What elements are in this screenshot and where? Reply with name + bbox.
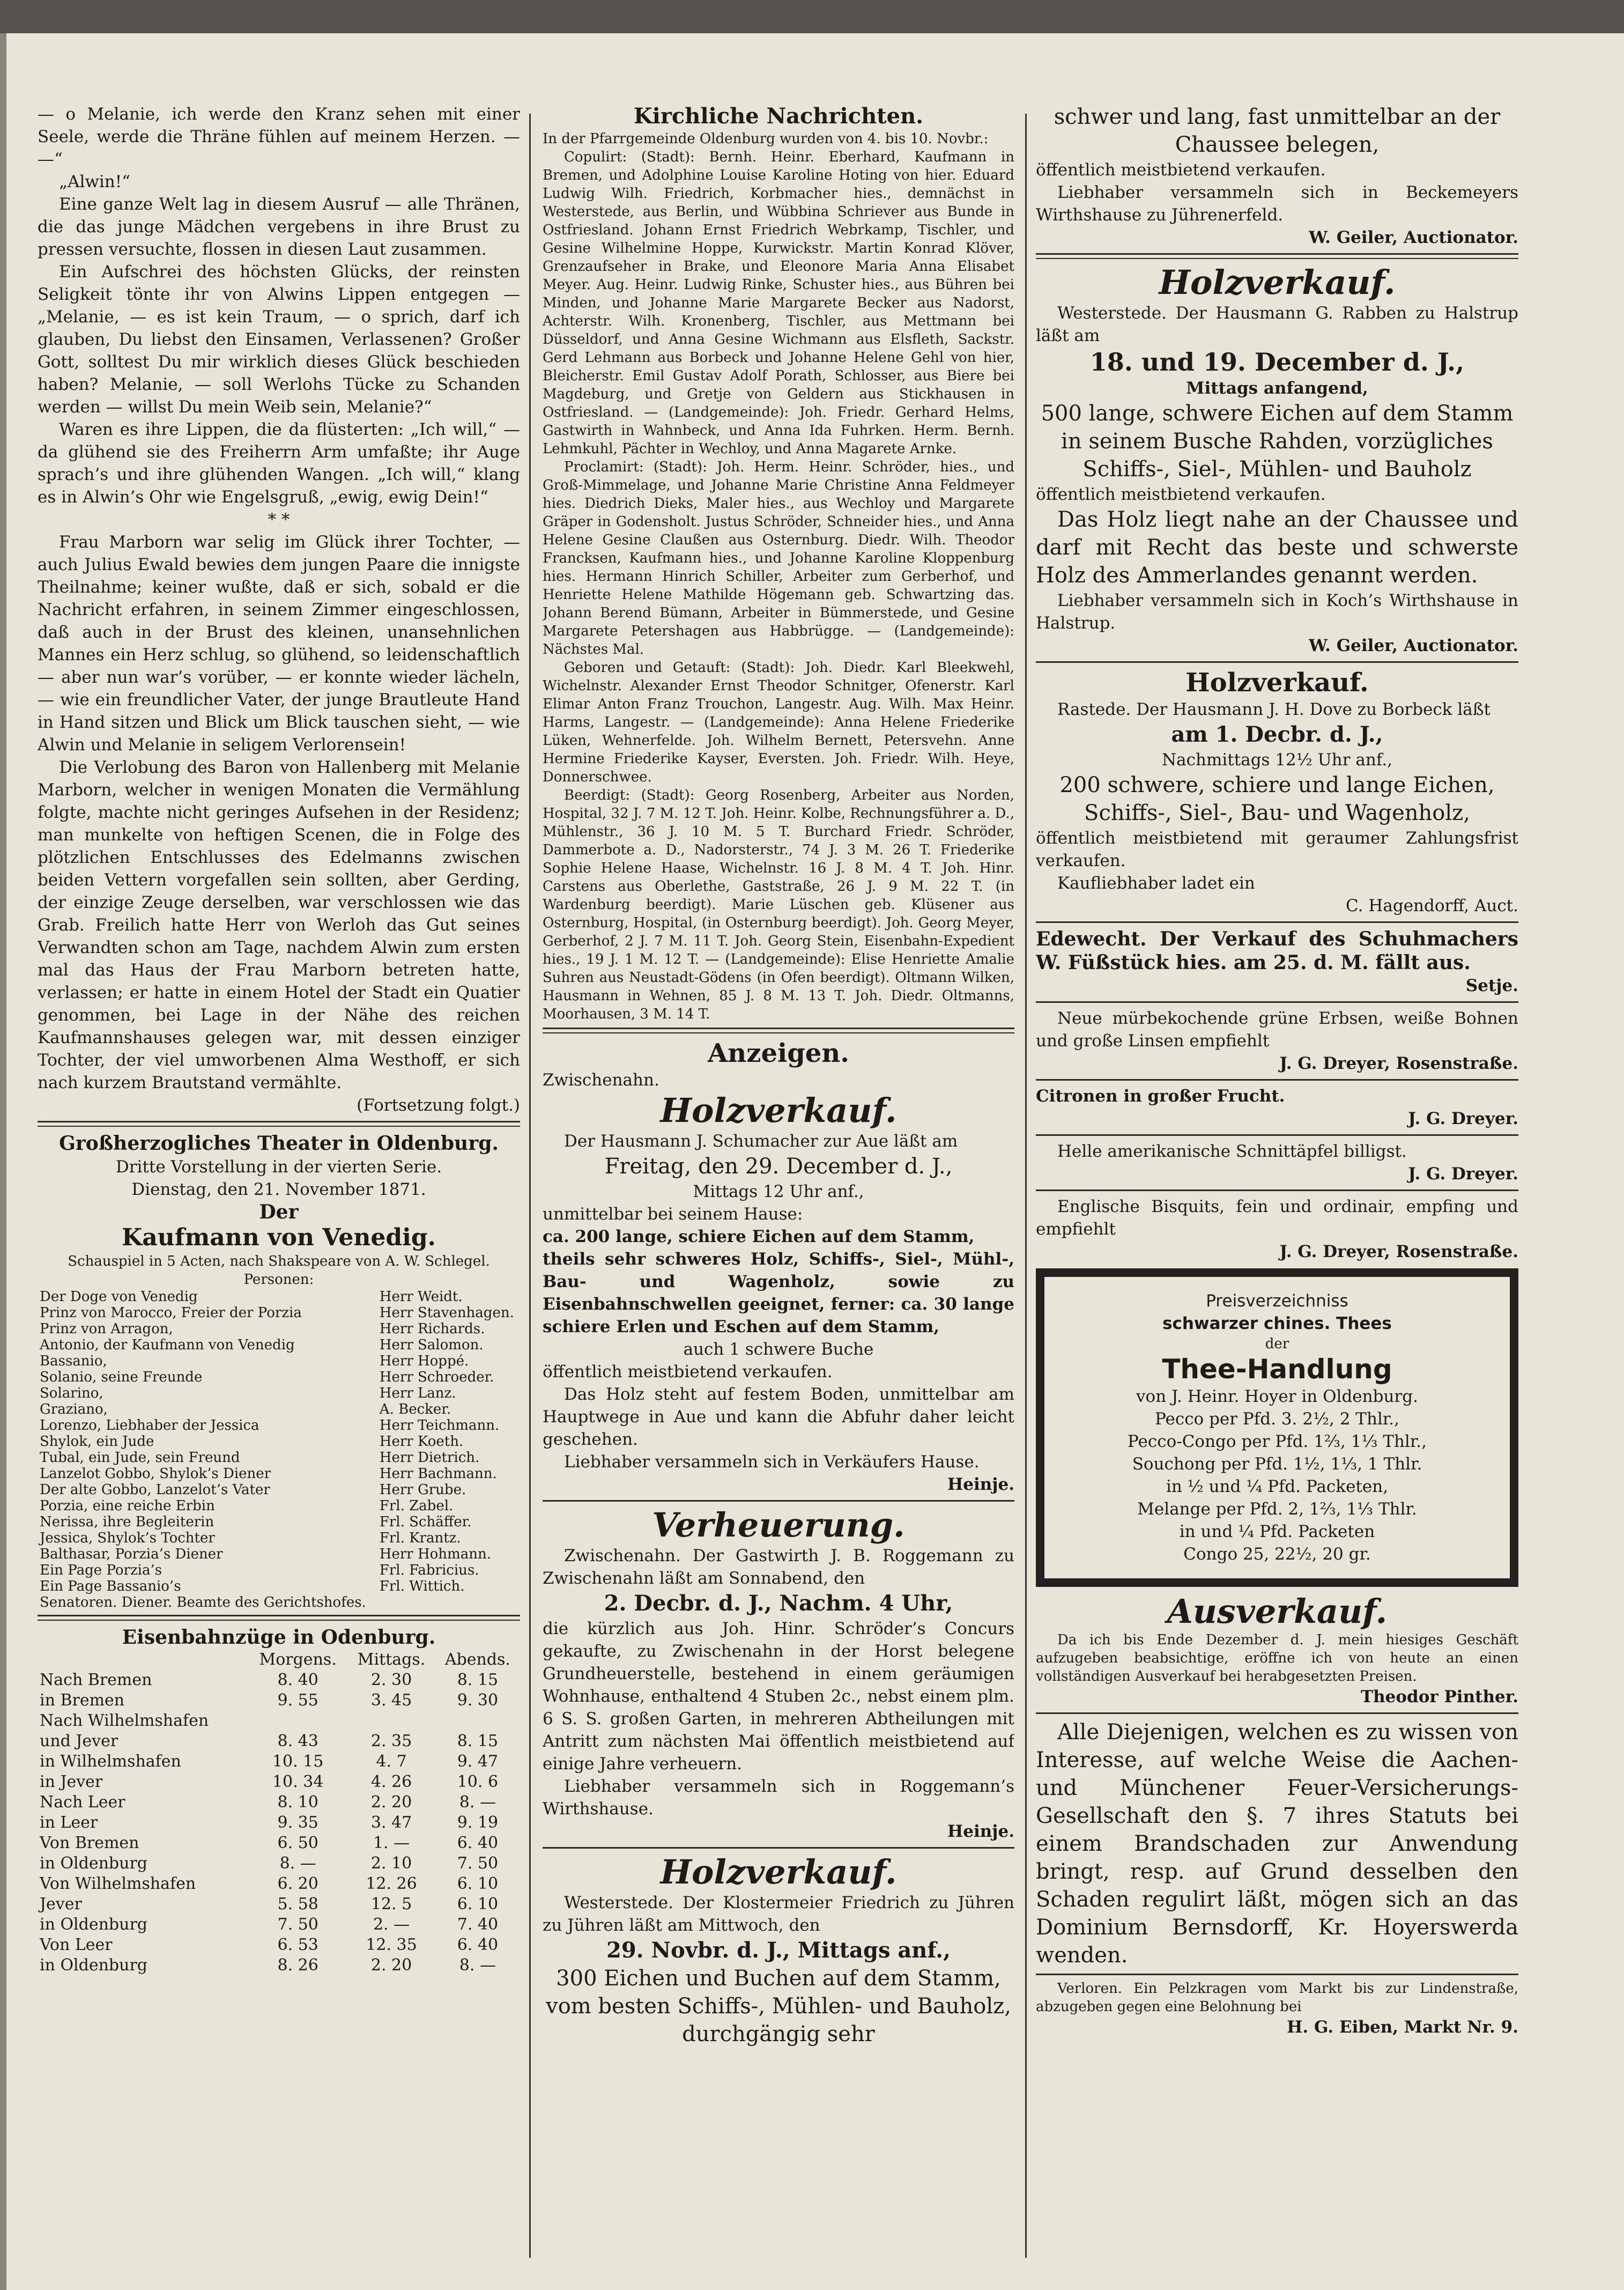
story-paragraph: Ein Aufschrei des höchsten Glücks, der reinsten Seligkeit tönte ihr von Alwins Lippen entgegen — „Melanie, — es ist kein Traum, — o sprich, darf ich glauben, Du liebst den Einsamen, Verlassenen? Großer Gott, solltest Du mir wirklich dieses Glück beschieden haben? Melanie, — soll Werlohs Tücke zu Schanden werden — willst Du mein Weib sein, Melanie?“ xyxy=(38,262,520,417)
train-time: 6. 10 xyxy=(457,1874,499,1893)
cast-role: Ein Page Porzia’s xyxy=(40,1562,162,1578)
divider xyxy=(1036,661,1518,663)
tea-price-line: in und ¼ Pfd. Packeten xyxy=(1179,1522,1375,1541)
tea-shop-name: Thee-Handlung xyxy=(1162,1354,1392,1385)
train-time: 12. 5 xyxy=(370,1895,412,1914)
column-rule xyxy=(529,114,531,2258)
church-paragraph: Copulirt: (Stadt): Bernh. Heinr. Eberhard, Kaufmann in Bremen, und Adolphine Louise Karoline Hoting von hier. Eduard Ludwig Wilh. Friedrich, Korbmacher hies., demnächst in Westerstede, aus Berlin, und Wübbina Schriever aus Bunde in Ostfriesland. Johann Ernst Friedrich Webrkamp, Tischler, und Gesine Wilhelmine Hoppe, Kurwickstr. Martin Konrad Klöver, Grenzaufseher in Brake, und Eleonore Maria Anna Elisabet Meyer. Aug. Heinr. Ludwig Rinke, Schuster hies., aus Bühren bei Minden, und Johanne Marie Margarete Becker aus Nadorst, Achterstr. Wilh. Kronenberg, Tischler, aus Mettmann bei Düsseldorf, und Anna Gesine Wichmann aus Elsfleth, Sackstr. Gerd Lehmann aus Borbeck und Johanne Helene Gehl von hier, Bleicherstr. Emil Gustav Adolf Porath, Schlosser, aus Biere bei Magdeburg, und Gretje von Geldern aus Stickhausen in Ostfriesland. — (Landgemeinde): Joh. Friedr. Gerhard Helms, Gastwirth in Wahnbeck, und Anna Ida Fuhrken. Herm. Bernh. Lehmkuhl, Pächter in Wechloy, und Anna Magarete Arnke. xyxy=(543,149,1014,457)
cast-role: Der alte Gobbo, Lanzelot’s Vater xyxy=(40,1482,270,1498)
ad-signature: J. G. Dreyer. xyxy=(1408,1164,1518,1184)
column-middle xyxy=(543,103,1014,2269)
ad-text: öffentlich meistbietend verkaufen. xyxy=(1036,160,1326,180)
cast-role: Prinz von Marocco, Freier der Porzia xyxy=(40,1305,302,1321)
cast-actor: Herr Weidt. xyxy=(379,1289,463,1305)
train-route: in Oldenburg xyxy=(40,1956,147,1975)
ad-place: Zwischenahn. xyxy=(543,1070,659,1090)
cast-row xyxy=(38,1385,520,1401)
train-route: in Oldenburg xyxy=(40,1915,147,1934)
column-left xyxy=(38,103,520,2269)
church-paragraph: Beerdigt: (Stadt): Georg Rosenberg, Arbeiter aus Norden, Hospital, 32 J. 7 M. 12 T. Joh. Heinr. Kolbe, Rechnungsführer a. D., Mühlenstr., 36 J. 10 M. 5 T. Burchard Friedr. Schröder, Dammerbote a. D., Nadorsterstr., 74 J. 3 M. 26 T. Friederike Sophie Helene Haase, Wichelnstr. 16 J. 8 M. 4 T. Joh. Hinr. Carstens aus Oberlethe, Gaststraße, 26 J. 9 M. 22 T. (in Wardenburg beerdigt). Marie Lüschen geb. Klüsener aus Osternburg, Hospital, (in Osternburg beerdigt). Joh. Georg Meyer, Gerberhof, 2 J. 7 M. 11 T. Joh. Georg Stein, Eisenbahn-Expedient hies., 19 J. 1 M. 12 T. — (Landgemeinde): Elise Henriette Amalie Suhren aus Neustadt-Gödens (in Ofen beerdigt). Oltmann Wilken, Hausmann in Wehnen, 85 J. 8 M. 13 T. Joh. Diedr. Oltmanns, Moorhausen, 3 M. 14 T. xyxy=(543,787,1014,1022)
ad-date: Freitag, den 29. December d. J., xyxy=(604,1154,953,1179)
ad-title: Verheuerung. xyxy=(652,1505,905,1545)
cast-row xyxy=(38,1562,520,1578)
divider xyxy=(1036,921,1518,923)
cast-role: Jessica, Shylok’s Tochter xyxy=(40,1530,215,1546)
ad-text: Verloren. Ein Pelzkragen vom Markt bis zur Lindenstraße, abzugeben gegen eine Belohnung bei xyxy=(1036,1981,1518,2015)
train-header: Abends. xyxy=(444,1650,510,1669)
tea-title: schwarzer chines. Thees xyxy=(1162,1314,1392,1333)
train-time: 8. 10 xyxy=(277,1793,318,1812)
train-time: 8. 26 xyxy=(277,1956,318,1975)
train-table xyxy=(38,1650,520,1976)
column-rule xyxy=(1025,114,1027,2258)
train-time: 9. 35 xyxy=(277,1813,318,1832)
ad-text: ca. 200 lange, schiere Eichen auf dem Stamm, xyxy=(543,1227,975,1246)
train-time: 7. 40 xyxy=(457,1915,499,1934)
cast-row xyxy=(38,1434,520,1450)
ad-text: öffentlich meistbietend mit geraumer Zahlungsfrist verkaufen. xyxy=(1036,829,1518,870)
cast-role: Lanzelot Gobbo, Shylok’s Diener xyxy=(40,1466,271,1482)
tea-price-line: Pecco per Pfd. 3. 2½, 2 Thlr., xyxy=(1155,1409,1399,1429)
ad-signature: W. Geiler, Auctionator. xyxy=(1309,228,1518,247)
train-time: 10. 6 xyxy=(457,1772,499,1791)
train-route: Jever xyxy=(40,1895,82,1914)
ad-signature: C. Hagendorff, Auct. xyxy=(1346,896,1518,915)
divider xyxy=(1036,1001,1518,1003)
train-route: und Jever xyxy=(40,1732,118,1750)
tea-from: von J. Heinr. Hoyer in Oldenburg. xyxy=(1136,1387,1418,1406)
train-header: Morgens. xyxy=(259,1650,337,1669)
cast-row xyxy=(38,1466,520,1482)
story-paragraph: Frau Marborn war selig im Glück ihrer Tochter, — auch Julius Ewald bewies dem jungen Paare die innigste Theilnahme; keiner wußte, daß er sich, sobald er die Nachricht erfahren, in seinem Zimmer eingeschlossen, daß auch in der Brust des kleinen, unansehnlichen Mannes ein Herz schlug, so glühend, so leidenschaftlich — aber nun war’s vorüber, — er konnte wieder lächeln, — wie ein freundlicher Vater, der junge Brautleute Hand in Hand sitzen und Blick um Blick tauschen sieht, — wie Alwin und Melanie in seligem Verlorensein! xyxy=(38,533,520,755)
column-right xyxy=(1036,103,1518,2269)
cast-actor: Herr Hohmann. xyxy=(379,1546,491,1562)
ad-text: Das Holz steht auf festem Boden, unmittelbar am Hauptwege in Aue und kann die Abfuhr daher leicht geschehen. xyxy=(543,1385,1014,1449)
cast-actor: Herr Hoppé. xyxy=(379,1353,469,1369)
divider xyxy=(38,1615,520,1621)
train-route: Von Wilhelmshafen xyxy=(40,1874,196,1893)
divider xyxy=(1036,1974,1518,1975)
train-time: 9. 30 xyxy=(457,1691,499,1710)
ad-title: Holzverkauf. xyxy=(660,1091,897,1130)
train-time: 8. 43 xyxy=(277,1732,318,1750)
train-time: 7. 50 xyxy=(277,1915,318,1934)
trains-title: Eisenbahnzüge in Odenburg. xyxy=(122,1626,436,1649)
cast-role: Solanio, seine Freunde xyxy=(40,1369,203,1385)
ad-text: Neue mürbekochende grüne Erbsen, weiße Bohnen und große Linsen empfiehlt xyxy=(1036,1009,1518,1051)
train-time: 1. — xyxy=(373,1834,410,1852)
cast-actor: Herr Grube. xyxy=(379,1482,466,1498)
train-time: 2. 20 xyxy=(370,1956,412,1975)
train-time: 6. 20 xyxy=(277,1874,318,1893)
play-subtitle: Schauspiel in 5 Acten, nach Shakspeare von A. W. Schlegel. xyxy=(68,1253,490,1269)
train-time: 8. — xyxy=(279,1854,316,1873)
cast-actor: Frl. Wittich. xyxy=(379,1578,465,1594)
train-route: in Wilhelmshafen xyxy=(40,1752,181,1771)
ad-text: Englische Bisquits, fein und ordinair, empfing und empfiehlt xyxy=(1036,1197,1518,1239)
ad-text: theils sehr schweres Holz, Schiffs-, Siel-, Mühl-, Bau- und Wagenholz, sowie zu Eisenbahnschwellen geeignet, ferner: ca. 30 lange schiere Erlen und Eschen auf dem Stamm, xyxy=(543,1250,1014,1336)
train-time: 8. 40 xyxy=(277,1671,318,1689)
ad-signature: Heinje. xyxy=(947,1822,1014,1841)
ad-text: Da ich bis Ende Dezember d. J. mein hiesiges Geschäft aufzugeben beabsichtige, eröffne ich von heute an einen vollständigen Ausverkauf bei herabgesetzten Preisen. xyxy=(1036,1632,1518,1685)
train-time: 7. 50 xyxy=(457,1854,499,1873)
train-time: 12. 35 xyxy=(366,1936,417,1954)
cast-row xyxy=(38,1401,520,1417)
train-row xyxy=(38,1853,520,1874)
train-time: 6. 53 xyxy=(277,1936,318,1954)
cast-actor: Herr Dietrich. xyxy=(379,1450,480,1466)
cast-role: Antonio, der Kaufmann von Venedig xyxy=(40,1337,295,1353)
section-stars: * * xyxy=(268,510,290,529)
ad-date: 18. und 19. December d. J., xyxy=(1089,348,1465,376)
train-time: 6. 50 xyxy=(277,1834,318,1852)
theater-der: Der xyxy=(259,1201,299,1223)
ad-time: Mittags 12 Uhr anf., xyxy=(693,1182,864,1201)
divider xyxy=(543,1847,1014,1849)
divider xyxy=(1036,253,1518,259)
train-header: Mittags. xyxy=(357,1650,426,1669)
ad-text: Edewecht. Der Verkauf des Schuhmachers W. Füßstück hies. am 25. d. M. fällt aus. xyxy=(1036,928,1518,974)
cast-row xyxy=(38,1450,520,1466)
tea-price-line: Melange per Pfd. 2, 1⅔, 1⅓ Thlr. xyxy=(1137,1499,1417,1519)
ads-heading: Anzeigen. xyxy=(708,1038,849,1068)
church-intro: In der Pfarrgemeinde Oldenburg wurden von 4. bis 10. Novbr.: xyxy=(543,131,989,147)
ad-text: Westerstede. Der Hausmann G. Rabben zu Halstrup läßt am xyxy=(1036,304,1518,345)
ad-text: Kaufliebhaber ladet ein xyxy=(1057,874,1255,893)
ad-text: die kürzlich aus Joh. Hinr. Schröder’s Concurs gekaufte, zu Zwischenahn in der Horst belegene Grundheuerstelle, bestehend in einem geräumigen Wohnhause, enthaltend 4 Stuben 2c., nebst einem plm. 6 S. S. großen Garten, in mehreren Abtheilungen mit Antritt zum nächsten Mai öffentlich meistbietend auf einige Jahre verheuern. xyxy=(543,1619,1014,1774)
tea-der: der xyxy=(1265,1336,1289,1352)
cast-role: Balthasar, Porzia’s Diener xyxy=(40,1546,223,1562)
train-row xyxy=(38,1690,520,1711)
cast-actor: Herr Richards. xyxy=(379,1321,485,1337)
train-row xyxy=(38,1874,520,1894)
cast-row xyxy=(38,1321,520,1337)
ad-date: 29. Novbr. d. J., Mittags anf., xyxy=(606,1938,951,1963)
church-title: Kirchliche Nachrichten. xyxy=(633,104,924,129)
train-route: in Leer xyxy=(40,1813,98,1832)
ad-text: auch 1 schwere Buche xyxy=(683,1340,874,1359)
church-paragraph: Geboren und Getauft: (Stadt): Joh. Diedr. Karl Bleekwehl, Wichelnstr. Alexander Ernst Theodor Schnitger, Ofenerstr. Karl Elimar Anton Franz Trouchon, Langestr. Aug. Wilh. Max Heinr. Harms, Langestr. — (Landgemeinde): Anna Helene Friederike Lüken, Wehnerfelde. Joh. Wilhelm Bernett, Petersvehn. Anne Hermine Friederike Kayser, Eversten. Joh. Friedr. Wilh. Heye, Donnerschwee. xyxy=(543,660,1014,785)
train-time: 9. 55 xyxy=(277,1691,318,1710)
train-row xyxy=(38,1731,520,1752)
train-route: in Oldenburg xyxy=(40,1854,147,1873)
tea-price-line: Congo 25, 22½, 20 gr. xyxy=(1183,1545,1371,1564)
train-route: in Bremen xyxy=(40,1691,125,1710)
cast-role: Bassanio, xyxy=(40,1353,107,1369)
train-time: 3. 47 xyxy=(370,1813,412,1832)
ad-time: Mittags anfangend, xyxy=(1186,379,1368,398)
train-route: in Jever xyxy=(40,1772,103,1791)
theater-series: Dritte Vorstellung in der vierten Serie. xyxy=(115,1157,442,1177)
story-paragraph: Eine ganze Welt lag in diesem Ausruf — alle Thränen, die das junge Mädchen vergebens in ihre Brust zu pressen versuchte, flossen in diesen Laut zusammen. xyxy=(38,195,520,259)
train-row xyxy=(38,1813,520,1833)
story-paragraph: „Alwin!“ xyxy=(59,172,131,191)
cast-row xyxy=(38,1482,520,1498)
cast-actor: Frl. Fabricius. xyxy=(379,1562,479,1578)
train-row xyxy=(38,1915,520,1935)
train-row xyxy=(38,1955,520,1976)
ad-text: Liebhaber versammeln sich in Roggemann’s Wirthshause. xyxy=(543,1777,1014,1819)
train-time: 4. 26 xyxy=(370,1772,412,1791)
cast-role: Tubal, ein Jude, sein Freund xyxy=(40,1450,240,1466)
ad-signature: J. G. Dreyer, Rosenstraße. xyxy=(1279,1242,1518,1261)
page-edge xyxy=(0,33,6,2290)
train-row xyxy=(38,1833,520,1853)
train-time xyxy=(347,1711,435,1731)
ad-signature: J. G. Dreyer, Rosenstraße. xyxy=(1279,1054,1518,1073)
cast-row xyxy=(38,1289,520,1305)
train-time: 6. 40 xyxy=(457,1834,499,1852)
cast-role: Solarino, xyxy=(40,1385,103,1401)
divider xyxy=(1036,1190,1518,1191)
train-time: 10. 15 xyxy=(272,1752,324,1771)
cast-actor: Herr Schroeder. xyxy=(379,1369,494,1385)
train-time: 2. 20 xyxy=(370,1793,412,1812)
ad-title: Holzverkauf. xyxy=(1159,263,1396,302)
train-time: 2. 10 xyxy=(370,1854,412,1873)
story-paragraph: Waren es ihre Lippen, die da flüsterten: „Ich will,“ — da glühend sie des Freiherrn Arm umfaßte; ihr Auge sprach’s und ihre glühenden Wangen. „Ich will,“ klang es in Alwin’s Ohr wie Engelsgruß, „ewig, ewig Dein!“ xyxy=(38,420,520,507)
ad-text: Helle amerikanische Schnittäpfel billigst. xyxy=(1057,1142,1407,1161)
train-time: 12. 26 xyxy=(366,1874,417,1893)
tea-title: Preisverzeichniss xyxy=(1206,1291,1348,1311)
train-time xyxy=(248,1711,347,1731)
train-time: 3. 45 xyxy=(370,1691,412,1710)
ad-text: Alle Diejenigen, welchen es zu wissen von Interesse, auf welche Weise die Aachen- und Münchener Feuer-Versicherungs-Gesellschaft den §. 7 ihres Statuts bei einem Brandschaden zur Anwendung bringt, resp. auf Grund desselben den Schaden regulirt läßt, mögen sich an das Dominium Bernsdorff, Kr. Hoyerswerda wenden. xyxy=(1036,1720,1518,1968)
ad-text: Liebhaber versammeln sich in Koch’s Wirthshause in Halstrup. xyxy=(1036,591,1518,633)
cast-actor xyxy=(377,1594,520,1611)
theater-title: Großherzogliches Theater in Oldenburg. xyxy=(59,1132,499,1155)
train-time: 8. — xyxy=(459,1793,496,1812)
cast-actor: Herr Bachmann. xyxy=(379,1466,497,1482)
ad-text: Der Hausmann J. Schumacher zur Aue läßt am xyxy=(564,1132,958,1151)
cast-actor: Frl. Zabel. xyxy=(379,1498,454,1514)
cast-actor: Frl. Krantz. xyxy=(379,1530,461,1546)
cast-row xyxy=(38,1305,520,1321)
theater-date: Dienstag, den 21. November 1871. xyxy=(131,1180,426,1199)
ad-text: 300 Eichen und Buchen auf dem Stamm, vom besten Schiffs-, Mühlen- und Bauholz, durchgängig sehr xyxy=(546,1966,1011,2047)
train-time: 8. — xyxy=(459,1956,496,1975)
cast-row xyxy=(38,1369,520,1385)
cast-actor: Herr Stavenhagen. xyxy=(379,1305,514,1321)
train-header xyxy=(38,1650,248,1670)
train-time: 9. 19 xyxy=(457,1813,499,1832)
cast-row xyxy=(38,1498,520,1514)
cast-actor: Herr Teichmann. xyxy=(379,1417,500,1434)
ad-text: unmittelbar bei seinem Hause: xyxy=(543,1205,803,1224)
train-time: 6. 10 xyxy=(457,1895,499,1914)
ad-signature: Setje. xyxy=(1465,976,1518,995)
ad-text: Westerstede. Der Klostermeier Friedrich zu Jühren zu Jühren läßt am Mittwoch, den xyxy=(543,1893,1014,1935)
cast-role: Prinz von Arragon, xyxy=(40,1321,173,1337)
ad-text: Das Holz liegt nahe an der Chaussee und darf mit Recht das beste und schwerste Holz des Ammerlandes genannt werden. xyxy=(1036,507,1518,588)
ad-signature: Theodor Pinther. xyxy=(1361,1687,1518,1707)
cast-row xyxy=(38,1594,520,1611)
cast-actor: Herr Koeth. xyxy=(379,1434,464,1450)
ad-signature: W. Geiler, Auctionator. xyxy=(1309,636,1518,655)
ad-text: Liebhaber versammeln sich in Verkäufers Hause. xyxy=(564,1452,980,1472)
train-time: 8. 15 xyxy=(457,1732,499,1750)
cast-actor: Herr Salomon. xyxy=(379,1337,484,1353)
train-row xyxy=(38,1894,520,1915)
train-route: Nach Wilhelmshafen xyxy=(40,1711,209,1730)
ad-date: am 1. Decbr. d. J., xyxy=(1171,722,1383,747)
cast-role: Nerissa, ihre Begleiterin xyxy=(40,1514,214,1530)
train-time: 10. 34 xyxy=(272,1772,324,1791)
ad-date: 2. Decbr. d. J., Nachm. 4 Uhr, xyxy=(604,1591,953,1616)
train-time: 2. 35 xyxy=(370,1732,412,1750)
ad-signature: H. G. Eiben, Markt Nr. 9. xyxy=(1287,2018,1518,2037)
train-route: Nach Leer xyxy=(40,1793,125,1812)
cast-role: Senatoren. Diener. Beamte des Gerichtshofes. xyxy=(40,1594,366,1611)
train-time: 8. 15 xyxy=(457,1671,499,1689)
persons-label: Personen: xyxy=(243,1272,314,1288)
cast-row xyxy=(38,1530,520,1546)
train-route: Von Leer xyxy=(40,1936,113,1954)
ad-title: Holzverkauf. xyxy=(660,1852,897,1892)
train-row xyxy=(38,1935,520,1955)
divider xyxy=(38,1121,520,1127)
ad-signature: J. G. Dreyer. xyxy=(1408,1109,1518,1128)
cast-role: Der Doge von Venedig xyxy=(40,1289,198,1305)
story-paragraph: Die Verlobung des Baron von Hallenberg mit Melanie Marborn, welcher in wenigen Monaten die Vermählung folgte, machte nicht geringes Aufsehen in der Residenz; man munkelte von heftigen Scenen, die in Folge des plötzlichen Entschlusses des Edelmanns zwischen beiden Vettern vorgefallen sein sollten, aber Gerding, der einzige Zeuge derselben, war verschlossen wie das Grab. Freilich hatte Herr von Werloh das Gut seines Verwandten schon am Tage, nachdem Alwin zum ersten mal das Haus der Frau Marborn betreten hatte, verlassen; er hatte in einem Hotel der Stadt ein Quatier genommen, bei Lage in der Nähe des reichen Kaufmannshauses gelegen war, mit dessen einziger Tochter, der viel umworbenen Alma Westhoff, er sich nach kurzem Brautstand vermählte. xyxy=(38,758,520,1092)
cast-row xyxy=(38,1353,520,1369)
cast-actor: Frl. Schäffer. xyxy=(379,1514,472,1530)
train-row xyxy=(38,1752,520,1772)
train-time xyxy=(435,1711,520,1731)
cast-row xyxy=(38,1337,520,1353)
cast-row xyxy=(38,1578,520,1594)
ad-text: öffentlich meistbietend verkaufen. xyxy=(543,1362,833,1382)
church-paragraph: Proclamirt: (Stadt): Joh. Herm. Heinr. Schröder, hies., und Groß-Mimmelage, und Johanne Marie Christine Anna Feldmeyer hies. Diedrich Dieks, Maler hies., aus Wechloy und Margarete Gräper in Godensholt. Justus Schröder, Schneider hies., und Anna Helene Gesine Claußen aus Osternburg. Diedr. Wilh. Theodor Francksen, Kaufmann hies., und Johanne Karoline Kloppenburg hies. Hermann Hinrich Schiller, Arbeiter zum Gerberhof, und Henriette Helene Mathilde Högemann geb. Schwartzing das. Johann Berend Bümann, Arbeiter in Bümmerstede, und Gesine Margarete Petershagen aus Habbrügge. — (Landgemeinde): Nächstes Mal. xyxy=(543,459,1014,658)
train-time: 2. — xyxy=(373,1915,410,1934)
ad-text: 200 schwere, schiere und lange Eichen, Schiffs-, Siel-, Bau- und Wagenholz, xyxy=(1059,773,1495,825)
story-paragraph: — o Melanie, ich werde den Kranz sehen mit einer Seele, werde die Thräne fühlen auf meinem Herzen. — —“ xyxy=(38,105,520,169)
cast-actor: Herr Lanz. xyxy=(379,1385,456,1401)
ad-title: Ausverkauf. xyxy=(1167,1592,1388,1631)
cast-role: Graziano, xyxy=(40,1401,108,1417)
cast-role: Shylok, ein Jude xyxy=(40,1434,154,1450)
ad-text: Liebhaber versammeln sich in Beckemeyers Wirthshause zu Jührenerfeld. xyxy=(1036,183,1518,225)
train-time: 6. 40 xyxy=(457,1936,499,1954)
train-time: 4. 7 xyxy=(376,1752,407,1771)
train-row xyxy=(38,1792,520,1813)
cast-row xyxy=(38,1514,520,1530)
cast-role: Lorenzo, Liebhaber der Jessica xyxy=(40,1417,259,1434)
ad-text: 500 lange, schwere Eichen auf dem Stamm in seinem Busche Rahden, vorzügliches Schiffs-, Siel-, Mühlen- und Bauholz xyxy=(1041,401,1514,482)
ad-text: Rastede. Der Hausmann J. H. Dove zu Borbeck läßt xyxy=(1057,700,1490,719)
train-row xyxy=(38,1772,520,1792)
divider xyxy=(543,1028,1014,1033)
train-time: 5. 58 xyxy=(277,1895,318,1914)
cast-table xyxy=(38,1289,520,1611)
train-row xyxy=(38,1670,520,1690)
train-row xyxy=(38,1711,520,1731)
train-time: 2. 30 xyxy=(370,1671,412,1689)
ad-time: Nachmittags 12½ Uhr anf., xyxy=(1162,750,1392,770)
cast-row xyxy=(38,1546,520,1562)
continued-note: (Fortsetzung folgt.) xyxy=(357,1096,520,1115)
tea-price-line: Pecco-Congo per Pfd. 1⅔, 1⅓ Thlr., xyxy=(1128,1432,1427,1451)
newspaper-page xyxy=(6,33,1624,2290)
divider xyxy=(543,1500,1014,1502)
divider xyxy=(1036,1079,1518,1081)
train-route: Nach Bremen xyxy=(40,1671,152,1689)
cast-role: Porzia, eine reiche Erbin xyxy=(40,1498,215,1514)
ad-text: schwer und lang, fast unmittelbar an der Chaussee belegen, xyxy=(1054,105,1501,157)
cast-actor: A. Becker. xyxy=(379,1401,451,1417)
divider xyxy=(1036,1134,1518,1136)
ad-title: Holzverkauf. xyxy=(1185,668,1369,698)
train-time: 9. 47 xyxy=(457,1752,499,1771)
ad-text: Zwischenahn. Der Gastwirth J. B. Roggemann zu Zwischenahn läßt am Sonnabend, den xyxy=(543,1546,1014,1588)
ad-text: Citronen in großer Frucht. xyxy=(1036,1087,1285,1106)
tea-price-line: in ½ und ¼ Pfd. Packeten, xyxy=(1166,1477,1389,1496)
cast-role: Ein Page Bassanio’s xyxy=(40,1578,181,1594)
cast-row xyxy=(38,1417,520,1434)
play-title: Kaufmann von Venedig. xyxy=(122,1224,436,1251)
divider xyxy=(1036,1712,1518,1714)
ad-text: öffentlich meistbietend verkaufen. xyxy=(1036,485,1326,504)
ad-signature: Heinje. xyxy=(947,1475,1014,1494)
train-route: Von Bremen xyxy=(40,1834,139,1852)
tea-price-list xyxy=(1036,1268,1518,1587)
tea-price-line: Souchong per Pfd. 1½, 1⅓, 1 Thlr. xyxy=(1132,1454,1422,1474)
